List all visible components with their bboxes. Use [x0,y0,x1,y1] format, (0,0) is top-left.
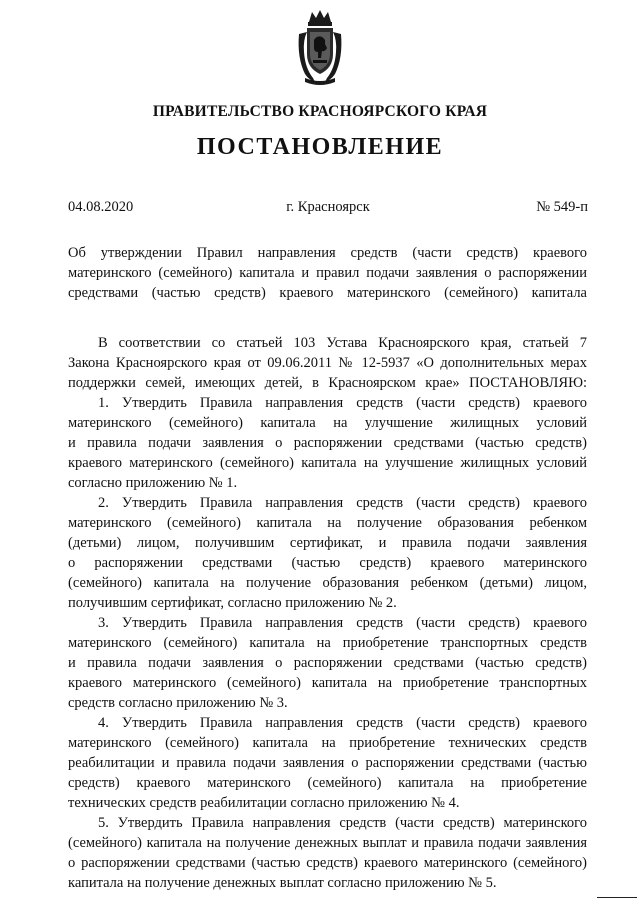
paragraph-line: 4. Утвердить Правила направления средств (части средств) краевого [98,715,587,731]
paragraph-line: В соответствии со статьей 103 Устава Красноярского края, статьей 7 [98,335,587,351]
clause-paragraph-1 [68,393,587,493]
paragraph-line: о распоряжении средствами (частью средств) краевого материнского [68,555,587,571]
paragraph-line: материнского (семейного) капитала на получение образования ребенком [68,515,587,531]
clause-paragraph-4 [68,713,587,813]
subject-line: средствами (частью средств) краевого материнского (семейного) капитала [68,285,587,301]
coat-of-arms-icon [295,8,345,86]
paragraph-line: 1. Утвердить Правила направления средств (части средств) краевого [98,395,587,411]
clause-paragraph-5 [68,813,587,893]
paragraph-line: средств согласно приложению № 3. [68,695,288,711]
paragraph-line: (семейного) капитала на получение денежных выплат и правила подачи заявления [68,835,587,851]
paragraph-line: и правила подачи заявления о распоряжении средствами (частью средств) [68,655,587,671]
subject-line: Об утверждении Правил направления средств (части средств) краевого [68,245,587,261]
paragraph-line: капитала на получение денежных выплат согласно приложению № 5. [68,875,497,891]
paragraph-line: (детьми) лицом, получившим сертификат, и правила подачи заявления [68,535,587,551]
paragraph-line: материнского (семейного) капитала на приобретение технических средств [68,735,587,751]
document-body [68,333,587,893]
document-type-title: ПОСТАНОВЛЕНИЕ [196,134,444,160]
paragraph-line: 3. Утвердить Правила направления средств (части средств) краевого [98,615,587,631]
document-date: 04.08.2020 [68,199,134,215]
paragraph-line: средств) краевого материнского (семейного) капитала на приобретение [68,775,587,791]
paragraph-line: материнского (семейного) капитала на приобретение транспортных средств [68,635,587,651]
paragraph-line: 2. Утвердить Правила направления средств (части средств) краевого [98,495,587,511]
paragraph-line: поддержки семей, имеющих детей, в Красноярском крае» ПОСТАНОВЛЯЮ: [68,375,587,391]
paragraph-line: 5. Утвердить Правила направления средств (части средств) материнского [98,815,587,831]
document-number: № 549-п [536,199,588,215]
paragraph-line: и правила подачи заявления о распоряжении средствами (частью средств) [68,435,587,451]
document-subject [68,243,587,303]
paragraph-line: получившим сертификат, согласно приложению № 2. [68,595,397,611]
paragraph-line: согласно приложению № 1. [68,475,238,491]
government-title: ПРАВИТЕЛЬСТВО КРАСНОЯРСКОГО КРАЯ [152,103,488,120]
paragraph-line: материнского (семейного) капитала на улучшение жилищных условий [68,415,587,431]
paragraph-line: технических средств реабилитации согласно приложению № 4. [68,795,460,811]
footer-rule [597,897,637,898]
paragraph-line: реабилитации и правила подачи заявления о распоряжении средствами (частью [68,755,587,771]
paragraph-line: о распоряжении средствами (частью средств) краевого материнского (семейного) [68,855,587,871]
preamble-paragraph [68,333,587,393]
subject-line: материнского (семейного) капитала и правил подачи заявления о распоряжении [68,265,587,281]
paragraph-line: Закона Красноярского края от 09.06.2011 № 12-5937 «О дополнительных мерах [68,355,587,371]
document-meta-row [68,199,588,219]
clause-paragraph-3 [68,613,587,713]
document-city: г. Красноярск [286,199,370,215]
paragraph-line: (семейного) капитала на получение образования ребенком (детьми) лицом, [68,575,587,591]
paragraph-line: краевого материнского (семейного) капитала на улучшение жилищных условий [68,455,587,471]
paragraph-line: краевого материнского (семейного) капитала на приобретение транспортных [68,675,587,691]
clause-paragraph-2 [68,493,587,613]
